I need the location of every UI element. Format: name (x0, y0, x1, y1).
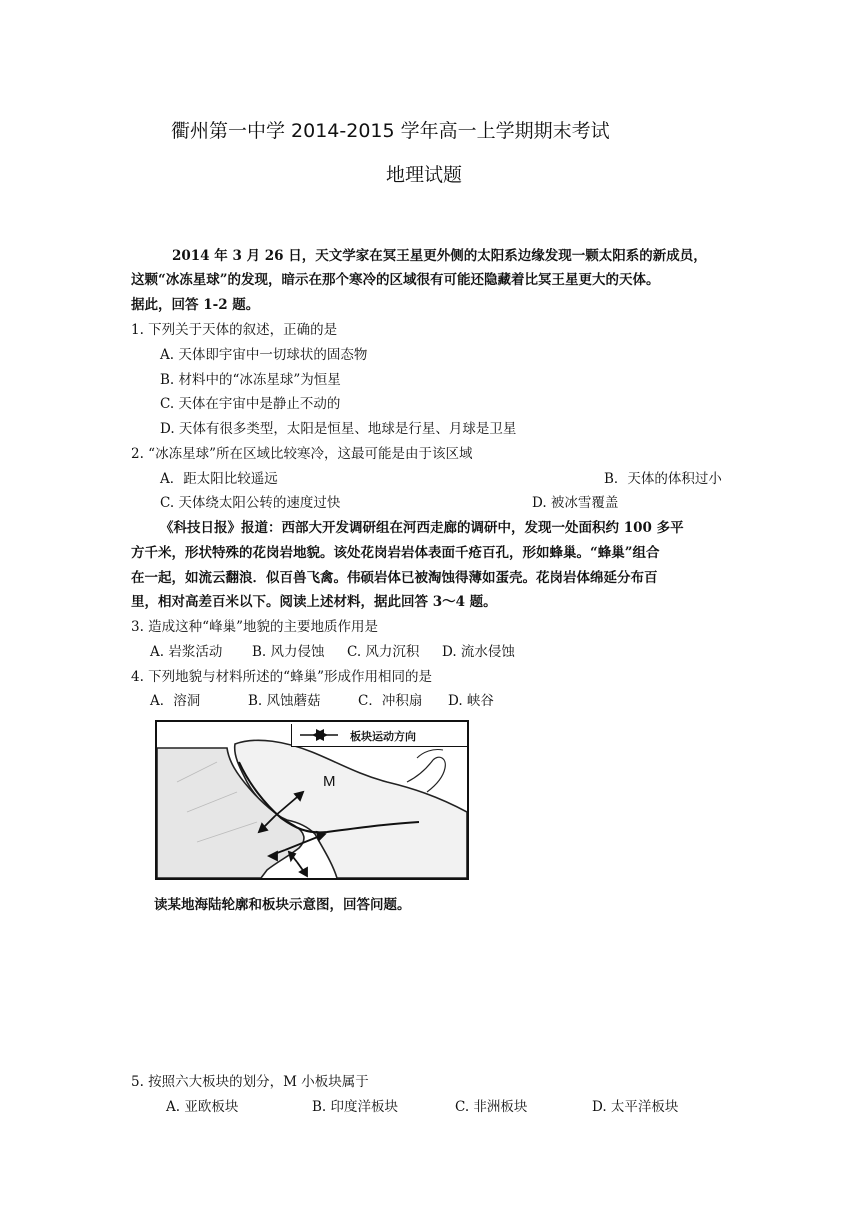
passage-2-line: 《科技日报》报道：西部大开发调研组在河西走廊的调研中，发现一处面积约 100 多平 (160, 520, 684, 536)
question-3-option-a: A. 岩浆活动 (150, 644, 223, 660)
question-1-option-c: C. 天体在宇宙中是静止不动的 (160, 396, 341, 412)
question-2-stem: 2. “冰冻星球”所在区域比较寒冷，这最可能是由于该区域 (131, 446, 473, 462)
question-2-option-a: A．距太阳比较遥远 (160, 471, 278, 487)
question-1-option-b: B. 材料中的“冰冻星球”为恒星 (160, 372, 341, 388)
question-5-option-d: D. 太平洋板块 (592, 1099, 679, 1115)
question-2-option-d: D. 被冰雪覆盖 (532, 495, 619, 511)
gulf-outline (407, 757, 445, 792)
question-4-option-d: D. 峡谷 (448, 693, 494, 709)
passage-1-line: 这颗“冰冻星球”的发现，暗示在那个寒冷的区域很有可能还隐藏着比冥王星更大的天体。 (131, 272, 660, 288)
question-5-option-b: B. 印度洋板块 (312, 1099, 399, 1115)
passage-1-line: 2014 年 3 月 26 日，天文学家在冥王星更外侧的太阳系边缘发现一颗太阳系的新成员， (172, 248, 707, 264)
passage-2-line: 在一起，如流云翻浪．似百兽飞禽。伟硕岩体已被淘蚀得薄如蛋壳。花岗岩体绵延分布百 (131, 570, 658, 586)
question-3-stem: 3. 造成这种“峰巢”地貌的主要地质作用是 (131, 619, 378, 635)
question-1-option-a: A. 天体即宇宙中一切球状的固态物 (160, 347, 368, 363)
question-2-option-c: C. 天体绕太阳公转的速度过快 (160, 495, 341, 511)
question-3-option-d: D. 流水侵蚀 (442, 644, 515, 660)
question-1-stem: 1. 下列关于天体的叙述，正确的是 (131, 322, 338, 338)
passage-2-line: 里，相对高差百米以下。阅读上述材料，据此回答 3～4 题。 (131, 594, 497, 610)
passage-2-line: 方千米，形状特殊的花岗岩地貌。该处花岗岩岩体表面千疮百孔，形如蜂巢。“蜂巢”组合 (131, 545, 660, 561)
question-4-option-a: A．溶洞 (150, 693, 201, 709)
question-5-stem: 5. 按照六大板块的划分，M 小板块属于 (131, 1074, 369, 1090)
question-5-option-a: A. 亚欧板块 (166, 1099, 239, 1115)
exam-subtitle: 地理试题 (386, 164, 463, 186)
map-legend (291, 724, 468, 747)
question-1-option-d: D. 天体有很多类型，太阳是恒星、地球是行星、月球是卫星 (160, 421, 517, 437)
question-3-option-b: B. 风力侵蚀 (252, 644, 325, 660)
exam-title: 衢州第一中学 2014-2015 学年高一上学期期末考试 (171, 120, 610, 142)
question-2-option-b: B．天体的体积过小 (604, 471, 722, 487)
question-4-option-c: C．冲积扇 (358, 693, 423, 709)
question-4-option-b: B. 风蚀蘑菇 (248, 693, 321, 709)
legend-arrow-icon (298, 725, 342, 745)
map-caption: 读某地海陆轮廓和板块示意图，回答问题。 (154, 897, 411, 913)
plate-map-figure (155, 720, 469, 880)
question-3-option-c: C. 风力沉积 (347, 644, 420, 660)
passage-1-line: 据此，回答 1-2 题。 (131, 297, 260, 313)
question-5-option-c: C. 非洲板块 (455, 1099, 528, 1115)
plate-label-m: M (323, 773, 336, 790)
question-4-stem: 4. 下列地貌与材料所述的“蜂巢”形成作用相同的是 (131, 669, 432, 685)
legend-label: 板块运动方向 (350, 730, 416, 743)
